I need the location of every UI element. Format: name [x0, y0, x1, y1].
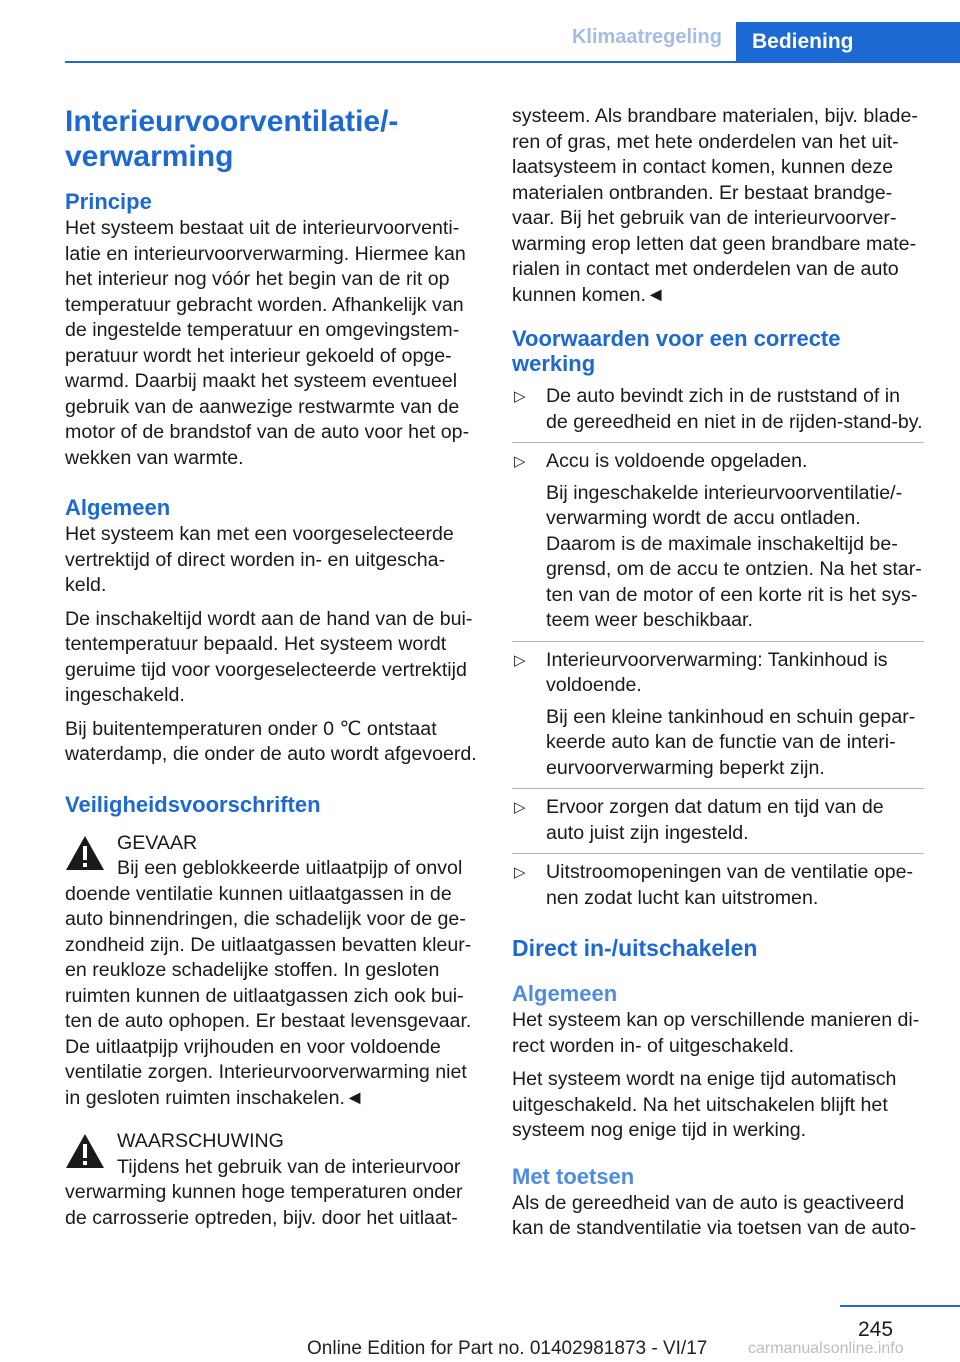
page-header	[0, 0, 960, 62]
bullet-triangle-icon: ▷	[514, 799, 526, 816]
algemeen-paragraph-2: De inschakeltijd wordt aan de hand van de buitentemperatuur bepaald. Het systeem wordt geruime tijd voor voorgeselecteerde vertrektijd ingeschakeld.	[65, 607, 473, 706]
page-number: 245	[858, 1318, 894, 1341]
toetsen-heading: Met toetsen	[512, 1163, 635, 1189]
direct-heading: Direct in-/uitschakelen	[512, 935, 758, 961]
algemeen-paragraph-1: Het systeem kan met een voorgeselecteerde vertrektijd of direct worden in- en uitgeschakeld.	[65, 523, 454, 596]
warning-triangle-icon	[65, 835, 105, 871]
list-item: ▷ Accu is voldoende opgeladen. Bij ingeschakelde interieurvoorventilatie/-verwarming wordt de accu ontladen. Daarom is de maximale inschakeltijd begrensd, om de accu te ontzien. Na het starten van de motor of een korte rit is het systeem weer beschikbaar.	[512, 449, 924, 642]
list-item: ▷ Interieurvoorverwarming: Tankinhoud is voldoende. Bij een kleine tankinhoud en schuin geparkeerde auto kan de functie van de interieurvoorverwarming beperkt zijn.	[512, 648, 924, 790]
principe-heading: Principe	[65, 189, 152, 214]
warning-text-first: Tijdens het gebruik van de interieurvoor	[117, 1155, 461, 1178]
warning-title: WAARSCHUWING	[117, 1130, 284, 1152]
footer-rule	[840, 1305, 960, 1307]
header-rule	[65, 61, 960, 63]
voorwaarden-heading: Voorwaarden voor een correcte werking	[512, 326, 841, 376]
algemeen-heading: Algemeen	[65, 495, 171, 520]
warning-text-first: Bij een geblokkeerde uitlaatpijp of onvol	[117, 857, 463, 879]
warning-continuation: systeem. Als brandbare materialen, bijv. bladeren of gras, met hete onderdelen van het uitlaatsysteem in contact komen, kunnen deze materialen ontbranden. Er bestaat brandgevaar. Bij het gebruik van de interieurvoorverwarming erop letten dat geen brandbare materialen in contact met onderdelen van de auto kunnen komen.◄	[512, 105, 918, 306]
principe-text: Het systeem bestaat uit de interieurvoorventilatie en interieurvoorverwarming. Hiermee kan het interieur nog vóór het begin van de rit op temperatuur gebracht worden. Afhankelijk van de ingestelde temperatuur en omgevingstemperatuur wordt het interieur gekoeld of opgewarmd. Daarbij maakt het systeem eventueel gebruik van de aanwezige restwarmte van de motor of de brandstof van de auto voor het opwekken van warmte.	[65, 217, 470, 469]
algemeen-right-paragraph-2: Het systeem wordt na enige tijd automatisch uitgeschakeld. Na het uitschakelen blijft het systeem nog enige tijd in werking.	[512, 1068, 897, 1141]
bullet-triangle-icon: ▷	[514, 651, 526, 669]
section-tab-klimaatregeling[interactable]: Klimaatregeling	[571, 26, 722, 48]
watermark: carmanualsonline.info	[748, 1340, 904, 1357]
algemeen-paragraph-3: Bij buitentemperaturen onder 0 ℃ ontstaat waterdamp, die onder de auto wordt afgevoerd.	[65, 717, 477, 765]
warning-text: doende ventilatie kunnen uitlaatgassen in de auto binnendringen, die schadelijk voor de gezondheid zijn. De uitlaatgassen bevatten kleuren reukloze schadelijke stoffen. In gesloten ruimten kunnen de uitlaatgassen zich ook buiten de auto ophopen. Er bestaat levensgevaar. De uitlaatpijp vrijhouden en voor voldoende ventilatie zorgen. Interieurvoorverwarming niet in gesloten ruimten inschakelen.◄	[65, 882, 472, 1109]
warning-title: GEVAAR	[117, 831, 198, 854]
bullet-triangle-icon: ▷	[514, 388, 526, 405]
warning-gevaar	[65, 831, 477, 1112]
edition-note: Online Edition for Part no. 01402981873 - VI/17	[307, 1338, 708, 1359]
list-item: ▷ Uitstroomopeningen van de ventilatie openen zodat lucht kan uitstromen.	[514, 861, 914, 909]
bullet-triangle-icon: ▷	[514, 453, 526, 470]
requirements-list	[512, 384, 924, 918]
algemeen-heading-right: Algemeen	[512, 981, 618, 1006]
list-item: ▷ De auto bevindt zich in de ruststand of in de gereedheid en niet in de rijden-stand-by.	[512, 384, 924, 443]
bullet-triangle-icon: ▷	[514, 864, 526, 881]
warning-text: verwarming kunnen hoge temperaturen onder de carrosserie optreden, bijv. door het uitlaat-	[65, 1181, 463, 1229]
page-title: Interieurvoorventilatie/-verwarming	[65, 105, 399, 173]
warning-waarschuwing	[65, 1129, 477, 1231]
warning-triangle-icon	[65, 1133, 105, 1169]
right-column	[512, 104, 924, 1250]
algemeen-right-paragraph-1: Het systeem kan op verschillende manieren direct worden in- of uitgeschakeld.	[512, 1009, 920, 1057]
section-tab-bediening[interactable]: Bediening	[736, 22, 960, 62]
veiligheid-heading: Veiligheidsvoorschriften	[65, 791, 321, 817]
left-column	[65, 104, 477, 1231]
toetsen-paragraph: Als de gereedheid van de auto is geactiveerd kan de standventilatie via toetsen van de auto-	[512, 1191, 917, 1239]
list-item: ▷ Ervoor zorgen dat datum en tijd van de auto juist zijn ingesteld.	[512, 795, 924, 854]
